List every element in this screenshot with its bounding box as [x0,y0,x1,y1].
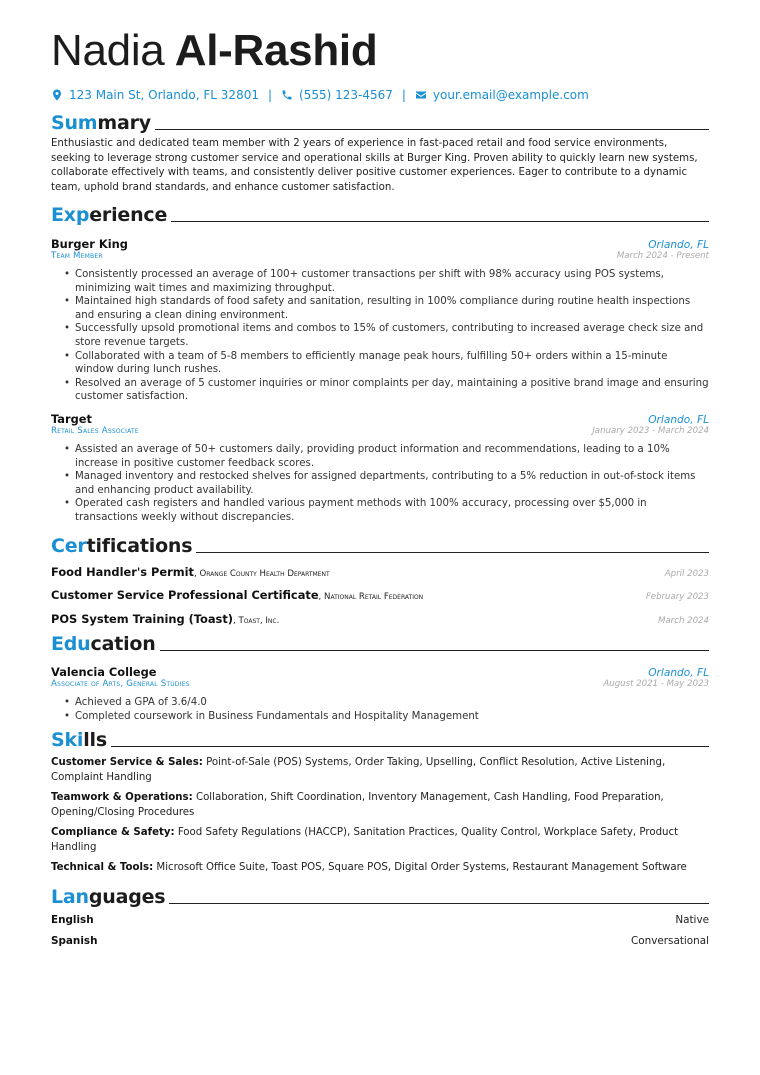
degree: Associate of Arts, General Studies [51,679,190,689]
job-location: Orlando, FL [648,239,709,251]
education-bullets [51,696,709,723]
job-company: Target [51,411,92,426]
language-item [51,914,709,935]
section-rule [169,903,709,904]
certification-issuer: Orange County Health Department [199,568,330,579]
bullet-item: • Collaborated with a team of 5-8 members to efficiently manage peak hours, fulfilling 50+ orders within a 15-minute window during lunch rushes. [64,350,709,377]
bullet-item: • Operated cash registers and handled various payment methods with 100% accuracy, processing over $5,000 in transactions weekly without discrepancies. [64,497,709,524]
certification-date: March 2024 [658,615,709,626]
last-name: Al-Rashid [174,26,378,75]
job-location: Orlando, FL [648,413,709,426]
section-title [51,886,165,908]
skill-values: Microsoft Office Suite, Toast POS, Square POS, Digital Order Systems, Restaurant Management Software [156,862,687,874]
languages-list [51,914,709,956]
job-bullets [51,443,709,525]
certifications-heading [51,533,709,557]
job-bullets [51,268,709,404]
skill-group [51,791,709,820]
section-rule [196,552,709,553]
section-title [51,204,167,226]
job-header-row [51,237,709,251]
certification-item: Food Handler's Permit, Orange County Health Department April 2023 [51,564,709,579]
section-title [51,112,151,134]
skill-group [51,756,709,785]
section-title-rest: lls [83,729,107,752]
certification-item: POS System Training (Toast), Toast, Inc. March 2024 [51,611,709,626]
education-subheader-row [51,679,709,689]
skill-group [51,826,709,855]
job-entry [51,237,709,404]
section-title-rest: mary [97,112,151,134]
section-rule [111,746,709,747]
education-header-row [51,665,709,679]
contact-separator: | [267,88,273,102]
bullet-item: • Resolved an average of 5 customer inquiries or minor complaints per day, maintaining a positive brand image and ensuring customer satisfaction. [64,377,709,404]
job-dates: January 2023 - March 2024 [592,425,709,436]
skills-heading [51,727,709,751]
candidate-name [51,26,709,76]
section-rule [171,221,709,222]
bullet-item: • Successfully upsold promotional items and combos to 15% of customers, contributing to increased average check size and store revenue targets. [64,322,709,349]
education-heading [51,631,709,655]
experience-heading [51,202,709,226]
certification-issuer: Toast, Inc. [238,615,280,626]
contact-separator: | [401,88,406,102]
job-title: Retail Sales Associate [51,425,139,436]
language-level: Native [675,913,709,926]
bullet-item: • Achieved a GPA of 3.6/4.0 [64,696,709,710]
languages-heading [51,884,709,908]
section-title-accent: Edu [51,633,91,655]
education-entry [51,665,709,723]
job-title: Team Member [51,251,103,261]
email-item[interactable] [415,88,589,102]
job-company: Burger King [51,237,128,251]
section-title [51,729,107,751]
section-rule [155,129,709,130]
skill-group [51,861,709,876]
skill-values: Collaboration, Shift Coordination, Inventory Management, Cash Handling, Food Preparation, Opening/Closing Procedures [51,792,664,818]
certification-item: Customer Service Professional Certificate, National Retail Federation February 2023 [51,588,709,602]
section-title-rest: guages [88,885,166,908]
email-link: your.email@example.com [432,88,589,102]
job-header-row [51,412,709,426]
certification-date: February 2023 [645,592,709,602]
contact-bar [51,86,709,104]
phone-item[interactable] [281,88,393,102]
certification-date: April 2023 [664,568,709,579]
certification-name: Food Handler's Permit [51,564,194,579]
section-title-accent: Exp [51,204,90,226]
bullet-item: • Completed coursework in Business Fundamentals and Hospitality Management [64,710,709,724]
envelope-icon [415,89,427,101]
job-entry [51,412,709,525]
section-title-rest: cation [90,633,156,655]
skill-values: Point-of-Sale (POS) Systems, Order Taking, Upselling, Conflict Resolution, Active Listening, Complaint Handling [51,757,666,783]
skill-category: Customer Service & Sales: [51,757,203,769]
certification-issuer: National Retail Federation [324,592,424,602]
address-item [51,88,259,102]
phone-icon [281,89,293,101]
section-title-accent: Ski [51,729,84,752]
summary-heading [51,110,709,134]
job-subheader-row [51,251,709,261]
school-name: Valencia College [51,665,157,679]
map-pin-icon [51,89,63,101]
language-level: Conversational [631,934,709,947]
certification-name: POS System Training (Toast) [51,611,233,626]
skill-category: Compliance & Safety: [51,827,175,839]
school-location: Orlando, FL [648,667,709,679]
certifications-list [51,561,709,632]
bullet-item: • Managed inventory and restocked shelves for assigned departments, contributing to a 5% reduction in out-of-stock items and enhancing product availability. [64,470,709,497]
section-rule [160,650,709,651]
job-subheader-row [51,426,709,436]
section-title-accent: Cer [51,534,87,557]
section-title [51,535,192,557]
job-dates: March 2024 - Present [616,251,709,261]
section-title-rest: tifications [86,534,193,557]
certification-name: Customer Service Professional Certificate [51,588,319,602]
bullet-item: • Maintained high standards of food safety and sanitation, resulting in 100% compliance during routine health inspections and ensuring a clean dining environment. [64,295,709,322]
address-text: 123 Main St, Orlando, FL 32801 [69,88,259,102]
skill-category: Technical & Tools: [51,862,154,874]
bullet-item: • Assisted an average of 50+ customers daily, providing product information and recommendations, leading to a 10% increase in positive customer feedback scores. [64,443,709,470]
education-dates: August 2021 - May 2023 [603,679,709,689]
language-name: English [51,913,94,926]
bullet-item: • Consistently processed an average of 100+ customer transactions per shift with 98% accuracy using POS systems, minimizing wait times and maximizing throughput. [64,268,709,295]
skills-list [51,756,709,876]
skill-category: Teamwork & Operations: [51,792,193,804]
language-item [51,935,709,956]
section-title [51,633,156,655]
first-name: Nadia [51,26,165,75]
section-title-accent: Lan [51,885,89,908]
language-name: Spanish [51,934,98,947]
summary-text: Enthusiastic and dedicated team member with 2 years of experience in fast-paced retail and food service environments, seeking to leverage strong customer service and operational skills at Burger King. Proven ability to quickly learn new systems, collaborate effectively with teams, and consistently deliver positive customer experiences. Eager to contribute to a dynamic team, uphold brand standards, and enhance customer satisfaction. [51,138,698,193]
section-title-rest: erience [89,204,168,226]
skill-values: Food Safety Regulations (HACCP), Sanitation Practices, Quality Control, Workplace Safety, Product Handling [51,827,679,853]
section-title-accent: Sum [51,112,98,134]
phone-text: (555) 123-4567 [299,88,393,102]
